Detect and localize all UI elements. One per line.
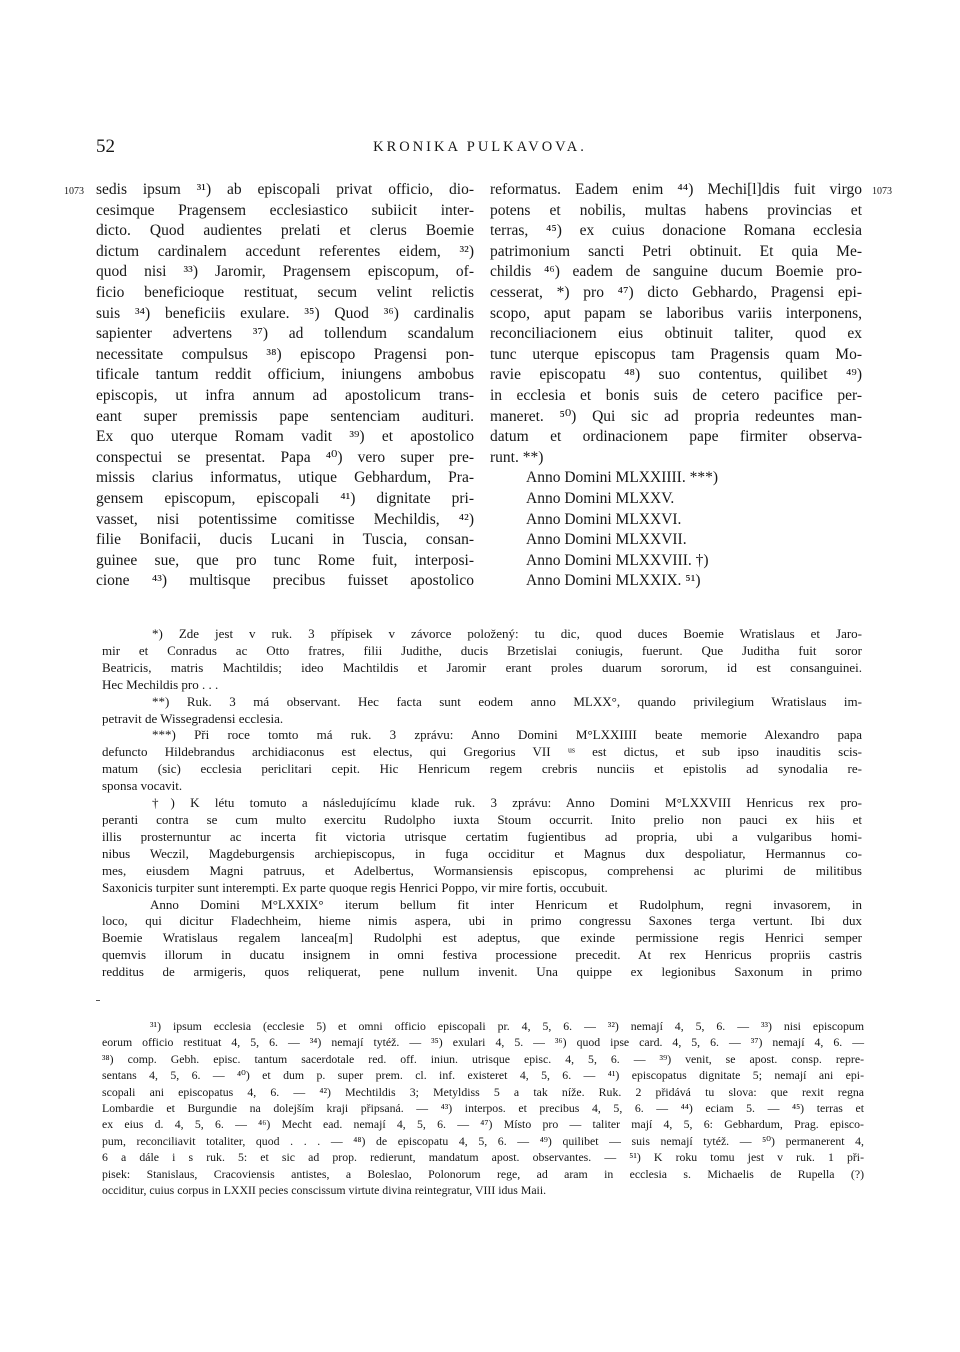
left-column — [96, 180, 474, 592]
footnote-line: defuncto Hildebrandus archidiaconus est electus, qui Gregorius VII ᵘˢ est dictus, et sub ipso inauditis scis- — [102, 744, 862, 760]
variant-line: eorum officio restituat 4, 5, 6. — ³⁴) nemají tytéž. — ³⁵) exulari 4, 5. — ³⁶) quod ipse card. 4, 5, 6. — ³⁷) nemají 4, 6. — — [102, 1035, 864, 1050]
text-line: in ecclesia et bonis suis de cetero pacifice per- — [490, 386, 862, 404]
text-line: tificale tantum reddit officium, iniungens ambobus — [96, 366, 474, 384]
text-line: quod nisi ³³) Jaromir, Pragensem episcopum, of- — [96, 263, 474, 281]
variant-line: ex eius d. 4, 5, 6. — ⁴⁶) Mecht ead. nemají 4, 5, 6. — ⁴⁷) Místo pro — taliter mají 4, 5, 6: Gebhardum, Prag. episco- — [102, 1117, 864, 1132]
text-line: cesimque Pragensem ecclesiastico subiicit inter- — [96, 201, 474, 219]
variant-line: ³⁸) comp. Gebh. episc. tantum sacerdotale red. off. iniun. utrisque episc. 4, 5, 6. — ³⁹) venit, se apost. consp. repre- — [102, 1051, 864, 1066]
annal-entry: Anno Domini MLXXVII. — [526, 531, 687, 549]
text-line: datum et ordinacionem pape firmiter observa- — [490, 428, 862, 446]
separator — [96, 1000, 100, 1001]
footnote-line: sponsa vocavit. — [102, 778, 183, 794]
footnote-line: quemvis illorum in ducatu insignem in omni festiva processione precedit. At rex Henricus propriis castris — [102, 947, 862, 963]
text-line: filie Bonifacii, ducis Lucani in Tuscia, consan- — [96, 531, 474, 549]
margin-year-left: 1073 — [64, 186, 84, 197]
page-header — [96, 136, 864, 160]
annal-entry: Anno Domini MLXXIIII. ***) — [526, 469, 719, 487]
footnote-line: **) Ruk. 3 má observant. Hec facta sunt eodem anno MLXX°, quando privilegium Wratislaus im- — [152, 693, 862, 709]
text-line: vasset, nisi potentissime comitisse Mechildis, ⁴²) — [96, 510, 474, 528]
footnote-line: peranti contra se cum multo exercitu Rudolpho iuxta Stoum occurrit. Inito prelio non pauci ex hiis et — [102, 811, 862, 827]
annal-entry: Anno Domini MLXXVIII. †) — [526, 551, 709, 569]
variant-line: Lombardie et Burgundie na dolejším kraji připsaná. — ⁴³) interpos. et precibus 4, 5, 6. — ⁴⁴) eciam 5. — ⁴⁵) terras et — [102, 1101, 864, 1116]
text-line: reconciliacionem eius obtinuit taliter, quod ex — [490, 325, 862, 343]
margin-year-right: 1073 — [872, 186, 892, 197]
text-line: missis clarius informatus, utique Gebhardum, Pra- — [96, 469, 474, 487]
variant-line: sentans 4, 5, 6. — ⁴⁰) et dum p. super prem. cl. inf. existeret 4, 5, 6. — ⁴¹) episcopatus dignitate 5; nemají ani epi- — [102, 1068, 864, 1083]
text-line: cione ⁴³) multisque precibus fuisset apostolico — [96, 572, 474, 590]
variant-line: pum, reconciliavit totaliter, quod . . . — ⁴⁸) de episcopatu 4, 5, 6. — ⁴⁹) quilibet — suis nemají tytéž. — ⁵⁰) permanerent 4, — [102, 1133, 864, 1148]
text-line: suis ³⁴) beneficiis exulare. ³⁵) Quod ³⁶) cardinalis — [96, 304, 474, 322]
footnote-line: illis prosternuntur ac incerta fit victoria utrisque certatim fugientibus ad propria, ubi a vulgaribus homi- — [102, 828, 862, 844]
right-column — [490, 180, 862, 592]
footnote-line: Boemie Wratislaus regalem lancea[m] Rudolphi est adeptus, que exinde permissione regis Henrici semper — [102, 930, 862, 946]
text-line: cesserat, *) pro ⁴⁷) dicto Gebhardo, Pragensi epi- — [490, 283, 862, 301]
text-line: conspectui se presentat. Papa ⁴⁰) vero super pre- — [96, 448, 474, 466]
text-line: guinee sue, que pro tunc Rome fuit, interposi- — [96, 551, 474, 569]
footnote-line: petravit de Wissegradensi ecclesia. — [102, 710, 284, 726]
annal-entry: Anno Domini MLXXVI. — [526, 510, 682, 528]
text-line: potens et nobilis, multas habens provincias et — [490, 201, 862, 219]
text-line: maneret. ⁵⁰) Qui sic ad propria redeuntes man- — [490, 407, 862, 425]
footnote-line: Saxonicis turpiter sunt interempti. Ex parte quoque regis Henrici Poppo, vir mire fortis, occubuit. — [102, 879, 608, 895]
variant-notes — [102, 1018, 864, 1198]
footnote-line: ***) Při roce tomto má ruk. 3 zprávu: Anno Domini M°LXXIIII beate memorie Alexandro papa — [152, 727, 862, 743]
variant-line: 6 a dále i s ruk. 5: et sic ad prop. redierunt, mandatum apost. observantes. — ⁵¹) K roku tomu jest v ruk. 1 při- — [102, 1150, 864, 1165]
footnote-line: mir et Conradus ac Otto fratres, filii Judithe, ducis Brzetislai coniugis, fuerunt. Que Juditha fuit soror — [102, 642, 862, 658]
variant-line: pisek: Stanislaus, Cracoviensis antistes, a Boleslao, Polonorum rege, ad aram in ecclesia s. Michaelis de Rupella (?) — [102, 1166, 864, 1181]
footnote-line: Anno Domini M°LXXIX° iterum bellum fit inter Henricum et Rudolphum, regni invasorem, in — [150, 896, 862, 912]
text-line: necessitate compulsus ³⁸) episcopo Pragensi pon- — [96, 345, 474, 363]
text-line: reformatus. Eadem enim ⁴⁴) Mechi[l]dis fuit virgo — [490, 181, 862, 198]
footnote-line: *) Zde jest v ruk. 3 přípisek v závorce položený: tu dic, quod duces Boemie Wratislaus et Jaro- — [152, 626, 862, 641]
footnote-line: loco, qui dicitur Fladechheim, hieme nimis aspera, ubi in primo congressu Saxones terga vertunt. Ibi dux — [102, 913, 862, 929]
text-line: tunc uterque episcopus tam Pragensis quam Mo- — [490, 345, 862, 363]
footnote-line: †) K létu tomuto a následujícímu klade ruk. 3 zprávu: Anno Domini M°LXXVIII Henricus rex pro- — [152, 795, 862, 811]
text-line: episcopis, ut infra annum ad apostolicum trans- — [96, 386, 474, 404]
footnote-line: mes, eiusdem Magni patruus, et Adelbertus, Wormansiensis episcopus, comprehensi ac plurimi de militibus — [102, 862, 862, 878]
text-line: Ex quo uterque Romam vadit ³⁹) et apostolico — [96, 428, 474, 446]
page-number: 52 — [96, 136, 115, 157]
text-line: sedis ipsum ³¹) ab episcopali privat officio, dio- — [96, 181, 474, 198]
running-title: KRONIKA PULKAVOVA. — [373, 139, 587, 155]
footnote-line: Beatricis, matris Machtildis; ideo Machtildis et Jaromir erant proles duarum sororum, id est consanguinei. — [102, 659, 862, 675]
text-line: gensem episcopum, episcopali ⁴¹) dignitate pri- — [96, 489, 474, 507]
text-line: dicto. Quod audientes prelati et clerus Boemie — [96, 222, 474, 240]
text-line: runt. **) — [490, 448, 544, 466]
text-line: dictum cardinalem accedunt referentes eidem, ³²) — [96, 242, 474, 260]
footnote-line: matum (sic) ecclesia periclitari cepit. Hic Henricum regem crebris nunciis et epistolis ad synodalia re- — [102, 761, 862, 777]
variant-line: occiditur, cuius corpus in LXXII pecies conscissum virtute divina reintegratur, VIII idus Maii. — [102, 1183, 547, 1198]
annal-entry: Anno Domini MLXXV. — [526, 489, 675, 507]
text-line: eant super premissis pape sentenciam audituri. — [96, 407, 474, 425]
footnote-line: nibus Weczil, Magdeburgensis archiepiscopus, in fuga occiditur et Magnus dux despoliatur, Hermannus co- — [102, 845, 862, 861]
text-line: sapienter advertens ³⁷) ad tollendum scandalum — [96, 325, 474, 343]
footnote-line: Hec Mechildis pro . . . — [102, 676, 219, 692]
text-line: patrimonium sancti Petri obtinuit. Et quia Me- — [490, 242, 862, 260]
variant-line: scopali ani episcopatus 4, 6. — ⁴²) Mechtildis 3; Metyldiss 5 a tak níže. Ruk. 2 přidává tu slova: que rexit regna — [102, 1084, 864, 1099]
variant-line: ³¹) ipsum ecclesia (ecclesie 5) et omni officio episcopali pr. 4, 5, 6. — ³²) nemají 4, 5, 6. — ³³) nisi episcopum — [150, 1019, 864, 1033]
text-line: childis ⁴⁶) eadem de sanguine ducum Boemie pro- — [490, 263, 862, 281]
footnote-line: redditus de armigeris, quos reliquerat, pene nullum invenit. Una quippe ex legionibus Saxonum in primo — [102, 964, 862, 980]
text-line: ficio beneficioque restituat, secum velint relictis — [96, 283, 474, 301]
text-line: ravie episcopatu ⁴⁸) suo contentus, quilibet ⁴⁹) — [490, 366, 862, 384]
annal-entry: Anno Domini MLXXIX. ⁵¹) — [526, 572, 701, 590]
footnotes — [102, 626, 862, 981]
text-line: scopo, aput papam se laboribus variis interponens, — [490, 304, 862, 322]
text-line: terras, ⁴⁵) ex cuius donacione Romana ecclesia — [490, 222, 862, 240]
